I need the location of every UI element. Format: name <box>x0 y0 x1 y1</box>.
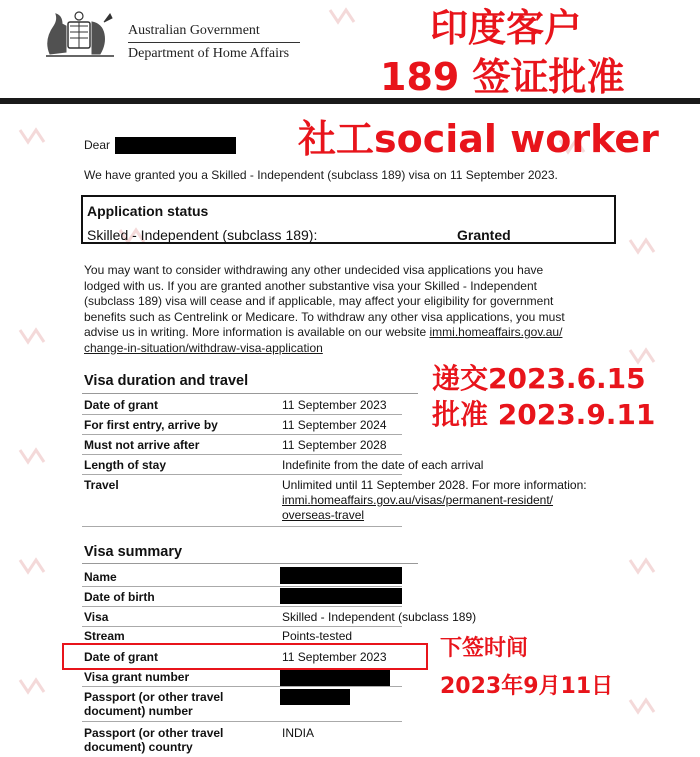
row-label: Visa <box>84 610 109 624</box>
row-value: Unlimited until 11 September 2028. For more information: <box>282 478 587 492</box>
redacted-passport <box>280 689 350 705</box>
gov-line-2: Department of Home Affairs <box>128 46 290 61</box>
row-value: 11 September 2024 <box>282 418 387 432</box>
row-label: Length of stay <box>84 458 167 472</box>
row-label: Must not arrive after <box>84 438 200 452</box>
intro-text: We have granted you a Skilled - Independent (subclass 189) visa on 11 September 2023. <box>84 168 558 182</box>
row-divider <box>82 586 402 587</box>
government-title <box>128 22 300 62</box>
row-divider <box>82 721 402 722</box>
row-label: document) number <box>84 704 193 718</box>
row-label: Date of grant <box>84 398 159 412</box>
row-label: Passport (or other travel <box>84 690 224 704</box>
row-divider <box>82 434 402 435</box>
row-value: 11 September 2028 <box>282 438 387 452</box>
row-label: Travel <box>84 478 119 492</box>
row-divider <box>82 454 402 455</box>
row-divider <box>82 414 402 415</box>
coat-of-arms-icon <box>40 8 120 60</box>
para-line: lodged with us. If you are granted another substantive visa your Skilled - Independent <box>84 278 537 293</box>
row-divider <box>82 606 402 607</box>
row-divider <box>82 474 402 475</box>
status-title: Application status <box>87 203 209 219</box>
para-line-text: advise us in writing. More information is available on our website <box>84 325 430 339</box>
row-value: 11 September 2023 <box>282 650 387 664</box>
row-divider <box>82 686 402 687</box>
redacted-name <box>280 567 402 584</box>
para-line: (subclass 189) visa will cease and if applicable, may affect your eligibility for government <box>84 294 554 308</box>
duration-section-title: Visa duration and travel <box>84 373 249 389</box>
summary-section-title: Visa summary <box>84 544 183 560</box>
status-label: Skilled - Independent (subclass 189): <box>87 227 318 243</box>
gov-line-1: Australian Government <box>128 23 260 38</box>
row-value: 11 September 2023 <box>282 398 387 412</box>
para-line <box>84 325 604 341</box>
withdraw-paragraph <box>84 263 604 356</box>
application-status-box <box>81 195 616 244</box>
row-divider <box>82 526 402 527</box>
travel-link[interactable]: immi.homeaffairs.gov.au/visas/permanent-resident/ <box>282 493 554 507</box>
row-value: Points-tested <box>282 629 353 643</box>
annotation-occupation: 社工social worker <box>298 117 659 161</box>
withdraw-link[interactable]: immi.homeaffairs.gov.au/ <box>429 325 563 339</box>
row-label: Stream <box>84 629 125 643</box>
date-of-grant-highlight <box>62 643 428 670</box>
row-label: For first entry, arrive by <box>84 418 218 432</box>
row-label: Date of grant <box>84 650 159 664</box>
row-label: document) country <box>84 740 193 754</box>
travel-link[interactable]: overseas-travel <box>282 508 365 522</box>
annotation-client: 印度客户 <box>430 6 583 50</box>
row-value: INDIA <box>282 726 315 740</box>
row-label: Visa grant number <box>84 670 190 684</box>
annotation-visa-approved: 189 签证批准 <box>380 55 625 99</box>
title-divider <box>128 42 300 43</box>
para-line: You may want to consider withdrawing any other undecided visa applications you have <box>84 263 544 277</box>
row-label: Date of birth <box>84 590 155 604</box>
section-divider <box>82 393 418 394</box>
section-divider <box>82 563 418 564</box>
row-label: Passport (or other travel <box>84 726 224 740</box>
annotation-grant-note-2: 2023年9月11日 <box>440 674 614 699</box>
annotation-approved: 批准 2023.9.11 <box>432 398 656 431</box>
row-divider <box>82 626 402 627</box>
para-line: benefits such as Centrelink or Medicare. To withdraw any other visa applications, you must <box>84 309 565 324</box>
annotation-grant-note-1: 下签时间 <box>440 636 529 661</box>
row-value: Indefinite from the date of each arrival <box>282 458 484 472</box>
row-label: Name <box>84 570 117 584</box>
row-value: Skilled - Independent (subclass 189) <box>282 610 477 624</box>
salutation: Dear <box>84 138 111 152</box>
redacted-name <box>115 137 236 154</box>
annotation-lodged: 递交2023.6.15 <box>432 362 646 395</box>
withdraw-link[interactable]: change-in-situation/withdraw-visa-application <box>84 340 323 355</box>
redacted-grant-number <box>280 670 390 686</box>
status-value: Granted <box>457 227 511 243</box>
redacted-dob <box>280 588 402 604</box>
